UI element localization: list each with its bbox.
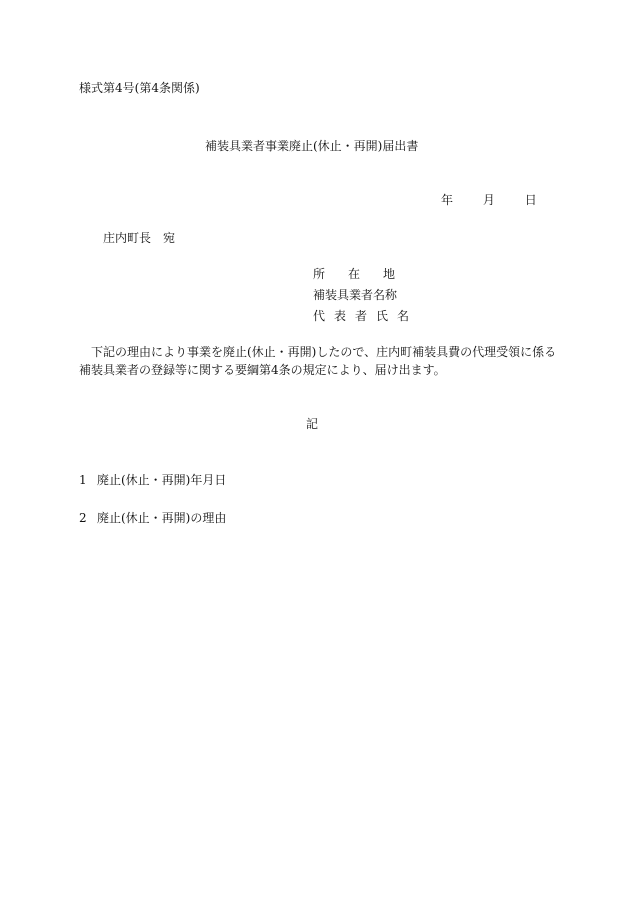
address-label: 所在地	[313, 267, 419, 281]
date-year-label: 年	[441, 193, 454, 207]
applicant-block	[313, 268, 418, 331]
item-label: 廃止(休止・再開)年月日	[97, 473, 227, 487]
document-title: 補装具業者事業廃止(休止・再開)届出書	[205, 139, 419, 153]
body-paragraph	[79, 343, 559, 379]
body-line-2: 補装具業者の登録等に関する要綱第4条の規定により、届け出ます。	[79, 363, 446, 377]
body-line-1: 下記の理由により事業を廃止(休止・再開)したので、庄内町補装具費の代理受領に係る	[91, 345, 557, 359]
date-day-label: 日	[524, 193, 537, 207]
date-line	[441, 194, 537, 206]
item-number: 1	[79, 473, 87, 487]
item-label: 廃止(休止・再開)の理由	[97, 511, 227, 525]
form-number: 様式第4号(第4条関係)	[79, 81, 200, 95]
list-item	[79, 474, 226, 486]
item-number: 2	[79, 511, 87, 525]
list-item	[79, 512, 226, 524]
ki-heading: 記	[306, 417, 319, 431]
addressee: 庄内町長 宛	[103, 231, 176, 245]
representative-label: 代表者氏名	[313, 309, 419, 323]
date-month-label: 月	[482, 193, 495, 207]
company-name-label: 補装具業者名称	[313, 288, 398, 302]
